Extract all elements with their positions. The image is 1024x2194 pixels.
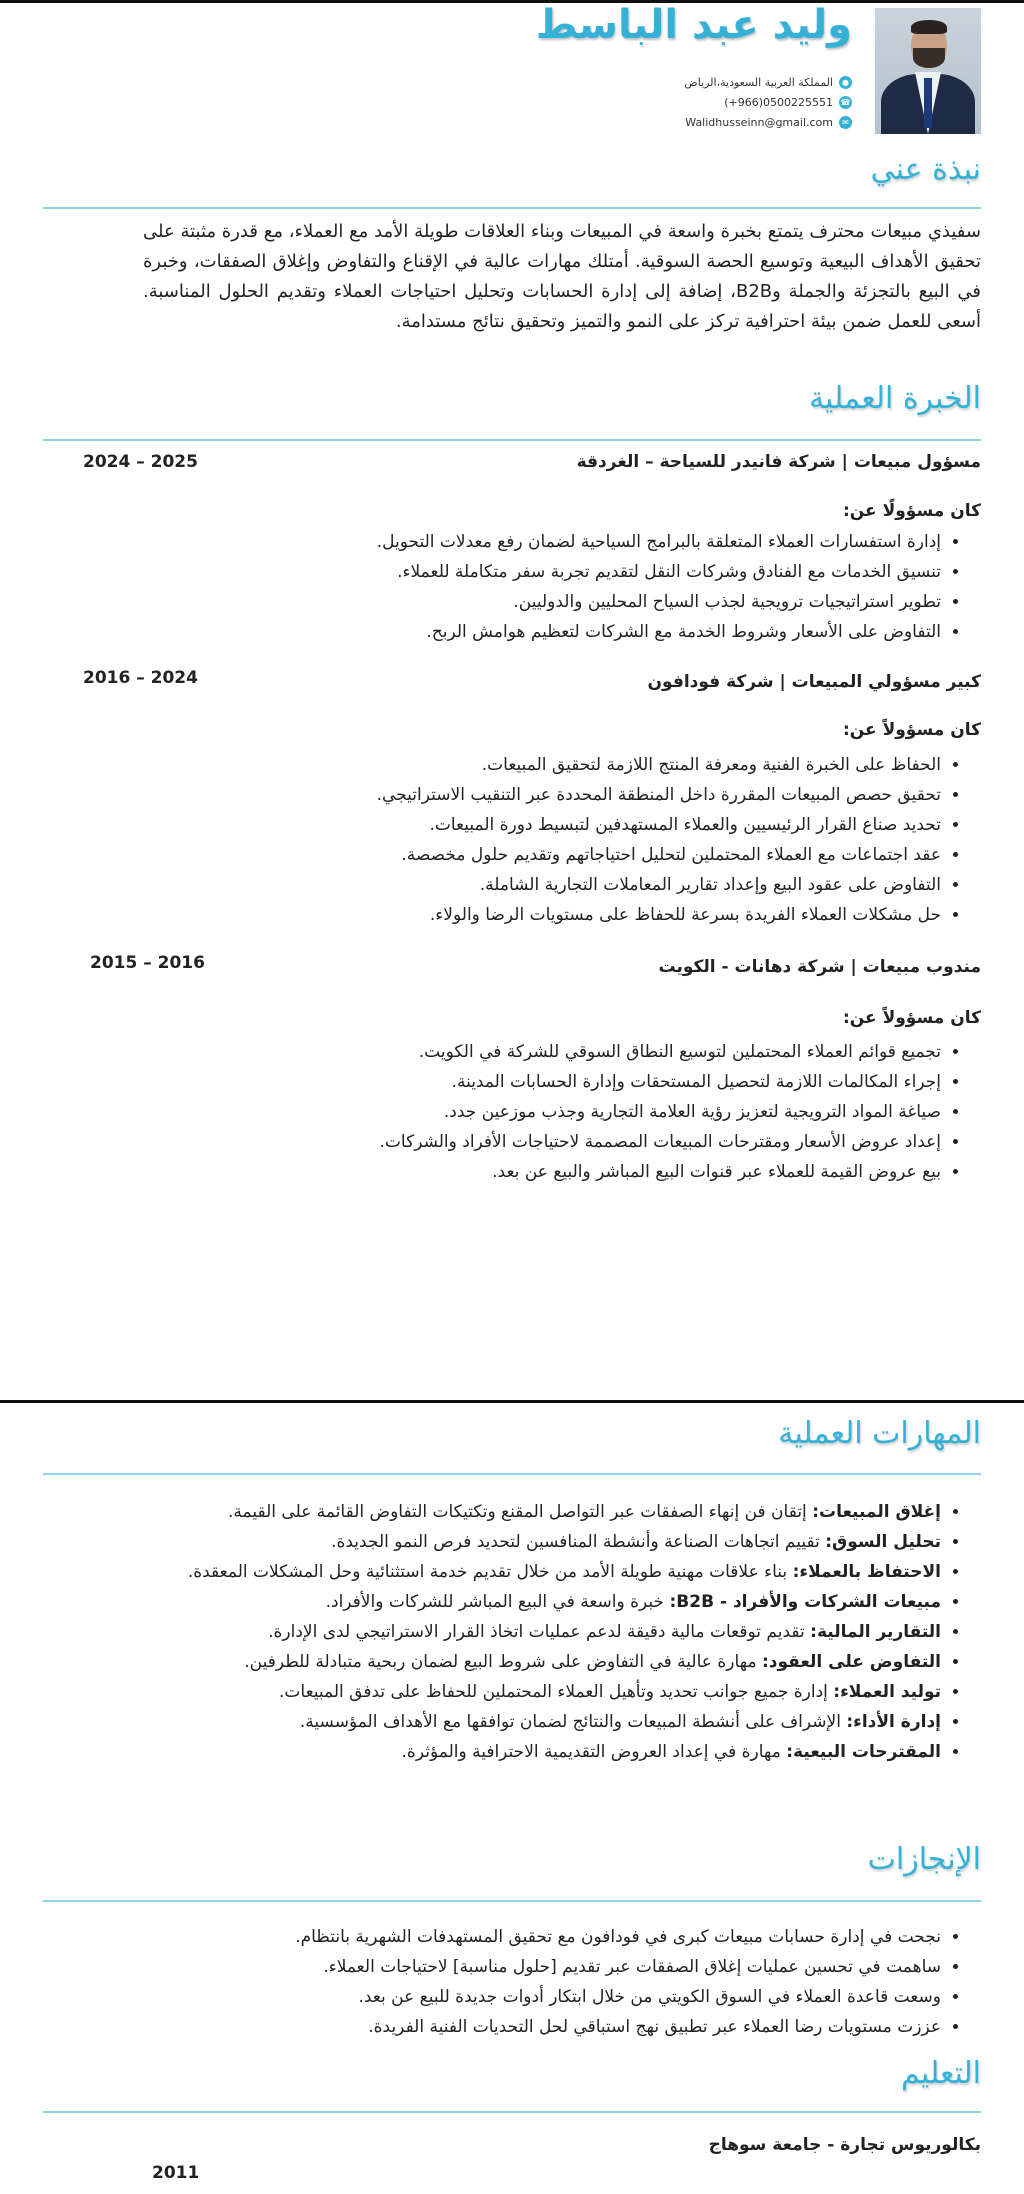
job-dates-3: 2015 – 2016 <box>90 953 205 973</box>
phone-icon: ☎ <box>840 98 851 107</box>
achievements-list <box>295 1922 981 2042</box>
job-1-responsibilities <box>377 527 981 647</box>
job-resp-label-3: كان مسؤولاً عن: <box>842 1008 981 1028</box>
skill-text: مهارة عالية في التفاوض على شروط البيع لضمان ربحية متبادلة للطرفين. <box>244 1652 762 1672</box>
experience-heading: الخبرة العملية <box>808 381 981 416</box>
location-pin-icon: ● <box>839 76 852 89</box>
skill-text: إدارة جميع جوانب تحديد وتأهيل العملاء المحتملين للحفاظ على تدفق المبيعات. <box>279 1682 834 1702</box>
list-item: • التفاوض على الأسعار وشروط الخدمة مع الشركات لتعظيم هوامش الربح. <box>377 617 941 647</box>
list-item <box>41 1497 941 1527</box>
list-item: • وسعت قاعدة العملاء في السوق الكويتي من خلال ابتكار أدوات جديدة للبيع عن بعد. <box>295 1982 941 2012</box>
list-item: • إعداد عروض الأسعار ومقترحات المبيعات المصممة لاحتياجات الأفراد والشركات. <box>380 1127 941 1157</box>
email-text: Walidhusseinn@gmail.com <box>685 116 833 129</box>
job-title-1: مسؤول مبيعات | شركة فانيدر للسياحة – الغردقة <box>576 452 981 472</box>
skill-label: توليد العملاء: <box>833 1682 941 1702</box>
page-break <box>0 1400 1024 1403</box>
skill-label: الاحتفاظ بالعملاء: <box>792 1562 941 1582</box>
contact-phone <box>724 96 852 109</box>
list-item: • إجراء المكالمات اللازمة لتحصيل المستحقات وإدارة الحسابات المدينة. <box>380 1067 941 1097</box>
list-item <box>41 1677 941 1707</box>
list-item: • تحقيق حصص المبيعات المقررة داخل المنطقة المحددة عبر التنقيب الاستراتيجي. <box>377 780 941 810</box>
list-item: • تطوير استراتيجيات ترويجية لجذب السياح المحليين والدوليين. <box>377 587 941 617</box>
list-item: • بيع عروض القيمة للعملاء عبر قنوات البيع المباشر والبيع عن بعد. <box>380 1157 941 1187</box>
skill-label: إغلاق المبيعات: <box>812 1502 941 1522</box>
list-item <box>41 1587 941 1617</box>
list-item: • عقد اجتماعات مع العملاء المحتملين لتحليل احتياجاتهم وتقديم حلول مخصصة. <box>377 840 941 870</box>
list-item <box>41 1557 941 1587</box>
skill-text: إتقان فن إنهاء الصفقات عبر التواصل المقنع وتكتيكات التفاوض القائمة على القيمة. <box>228 1502 813 1522</box>
skill-label: إدارة الأداء: <box>846 1712 941 1732</box>
list-item: • إدارة استفسارات العملاء المتعلقة بالبرامج السياحية لضمان رفع معدلات التحويل. <box>377 527 941 557</box>
job-dates-2: 2016 – 2024 <box>83 668 198 688</box>
list-item <box>41 1617 941 1647</box>
contact-location <box>684 76 852 89</box>
list-item <box>41 1707 941 1737</box>
list-item <box>41 1647 941 1677</box>
education-degree: بكالوريوس تجارة - جامعة سوهاج <box>708 2135 981 2155</box>
skill-label: التقارير المالية: <box>810 1622 941 1642</box>
job-resp-label-2: كان مسؤولاً عن: <box>842 720 981 740</box>
list-item: • التفاوض على عقود البيع وإعداد تقارير المعاملات التجارية الشاملة. <box>377 870 941 900</box>
candidate-name: وليد عبد الباسط <box>535 2 852 48</box>
top-border <box>0 0 1024 3</box>
job-title-3: مندوب مبيعات | شركة دهانات - الكويت <box>658 957 981 977</box>
education-rule <box>43 2111 981 2113</box>
job-resp-label-1: كان مسؤولًا عن: <box>842 501 981 521</box>
skills-rule <box>43 1473 981 1475</box>
skill-text: مهارة في إعداد العروض التقديمية الاحترافية والمؤثرة. <box>401 1742 787 1762</box>
achievements-heading: الإنجازات <box>867 1842 981 1877</box>
profile-photo <box>875 8 981 134</box>
education-year: 2011 <box>152 2163 200 2183</box>
job-title-2: كبير مسؤولي المبيعات | شركة فودافون <box>647 672 981 692</box>
skill-text: خبرة واسعة في البيع المباشر للشركات والأفراد. <box>325 1592 670 1612</box>
list-item: • ساهمت في تحسين عمليات إغلاق الصفقات عبر تقديم [حلول مناسبة] لاحتياجات العملاء. <box>295 1952 941 1982</box>
list-item: • تحديد صناع القرار الرئيسيين والعملاء المستهدفين لتبسيط دورة المبيعات. <box>377 810 941 840</box>
education-heading: التعليم <box>901 2056 981 2091</box>
skill-label: التفاوض على العقود: <box>761 1652 941 1672</box>
skills-heading: المهارات العملية <box>778 1416 981 1451</box>
phone-text: (+966)0500225551 <box>724 96 833 109</box>
list-item: • عززت مستويات رضا العملاء عبر تطبيق نهج استباقي لحل التحديات الفنية الفريدة. <box>295 2012 941 2042</box>
list-item: • نجحت في إدارة حسابات مبيعات كبرى في فودافون مع تحقيق المستهدفات الشهرية بانتظام. <box>295 1922 941 1952</box>
achievements-rule <box>43 1900 981 1902</box>
list-item: • الحفاظ على الخبرة الفنية ومعرفة المنتج اللازمة لتحقيق المبيعات. <box>377 750 941 780</box>
skill-text: تقديم توقعات مالية دقيقة لدعم عمليات اتخاذ القرار الاستراتيجي لدى الإدارة. <box>268 1622 811 1642</box>
experience-rule <box>43 439 981 441</box>
summary-heading: نبذة عني <box>870 152 981 187</box>
list-item: • تجميع قوائم العملاء المحتملين لتوسيع النطاق السوقي للشركة في الكويت. <box>380 1037 941 1067</box>
email-icon: ✉ <box>839 116 852 129</box>
job-2-responsibilities <box>377 750 981 930</box>
job-dates-1: 2024 – 2025 <box>83 452 198 472</box>
list-item: • حل مشكلات العملاء الفريدة بسرعة للحفاظ على مستويات الرضا والولاء. <box>377 900 941 930</box>
job-3-responsibilities <box>380 1037 981 1187</box>
skill-label: مبيعات الشركات والأفراد - B2B: <box>669 1592 941 1612</box>
summary-text: سفيذي مبيعات محترف يتمتع بخبرة واسعة في المبيعات وبناء العلاقات طويلة الأمد مع العملاء، مع قدرة مثبتة على تحقيق الأهداف البيعية وتوسيع الحصة السوقية. أمتلك مهارات عالية في الإقناع والتفاوض وإغلاق الصفقات، وخبرة في البيع بالتجزئة والجملة وB2B، إضافة إلى إدارة الحسابات وتحليل احتياجات العملاء وتقديم الحلول المناسبة. أسعى للعمل ضمن بيئة احترافية تركز على النمو والتميز وتحقيق نتائج مستدامة. <box>143 221 981 332</box>
list-item: • تنسيق الخدمات مع الفنادق وشركات النقل لتقديم تجربة سفر متكاملة للعملاء. <box>377 557 941 587</box>
summary-rule <box>43 207 981 209</box>
skills-list <box>41 1497 981 1767</box>
list-item <box>41 1737 941 1767</box>
list-item: • صياغة المواد الترويجية لتعزيز رؤية العلامة التجارية وجذب موزعين جدد. <box>380 1097 941 1127</box>
location-text: المملكة العربية السعودية،الرياض <box>684 76 833 89</box>
skill-text: الإشراف على أنشطة المبيعات والنتائج لضمان توافقها مع الأهداف المؤسسية. <box>299 1712 847 1732</box>
contact-email <box>685 116 852 129</box>
skill-text: بناء علاقات مهنية طويلة الأمد من خلال تقديم خدمة استثنائية وحل المشكلات المعقدة. <box>187 1562 793 1582</box>
skill-label: المقترحات البيعية: <box>786 1742 941 1762</box>
skill-label: تحليل السوق: <box>825 1532 941 1552</box>
skill-text: تقييم اتجاهات الصناعة وأنشطة المنافسين لتحديد فرص النمو الجديدة. <box>331 1532 826 1552</box>
list-item <box>41 1527 941 1557</box>
